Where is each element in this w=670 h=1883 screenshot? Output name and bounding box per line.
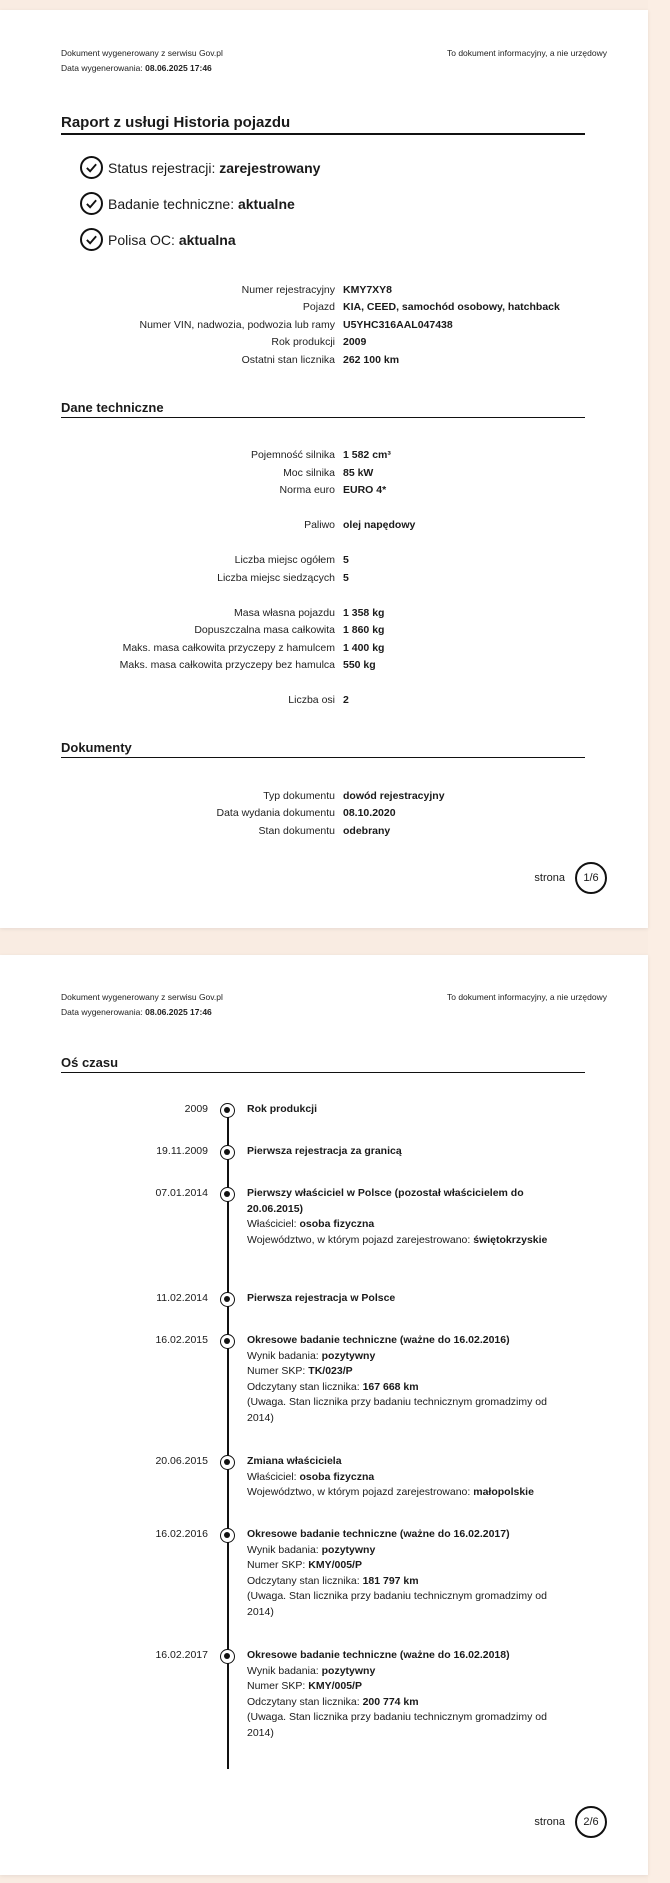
header-generated: Data wygenerowania: 08.06.2025 17:46 — [61, 1007, 212, 1017]
tech-row: Maks. masa całkowita przyczepy z hamulcem 1 400 kg — [122, 642, 385, 654]
timeline-dot-icon — [220, 1649, 235, 1664]
vehicle-row: Rok produkcji 2009 — [271, 336, 367, 348]
check-circle-icon — [80, 228, 103, 251]
tech-row: Norma euro EURO 4* — [279, 484, 387, 496]
header-generated: Data wygenerowania: 08.06.2025 17:46 — [61, 63, 212, 73]
timeline-dot-icon — [220, 1292, 235, 1307]
check-circle-icon — [80, 192, 103, 215]
timeline-dot-icon — [220, 1528, 235, 1543]
tech-row: Maks. masa całkowita przyczepy bez hamulca 550 kg — [119, 659, 376, 671]
timeline-dot-icon — [220, 1334, 235, 1349]
status-inspection: Badanie techniczne: aktualne — [80, 192, 295, 215]
header-disclaimer: To dokument informacyjny, a nie urzędowy — [446, 992, 607, 1002]
page-indicator: strona 2/6 — [534, 1806, 607, 1838]
vehicle-row: Numer rejestracyjny KMY7XY8 — [241, 284, 393, 296]
doc-row: Stan dokumentu odebrany — [258, 825, 391, 837]
vehicle-row: Pojazd KIA, CEED, samochód osobowy, hatchback — [302, 301, 560, 313]
doc-row: Typ dokumentu dowód rejestracyjny — [263, 790, 445, 802]
timeline-dot-icon — [220, 1103, 235, 1118]
section-title-timeline: Oś czasu — [61, 1055, 585, 1073]
header-source: Dokument wygenerowany z serwisu Gov.pl — [61, 992, 223, 1002]
header-disclaimer: To dokument informacyjny, a nie urzędowy — [446, 48, 607, 58]
vehicle-row: Numer VIN, nadwozia, podwozia lub ramy U5YHC316AAL047438 — [139, 319, 453, 331]
page-indicator: strona 1/6 — [534, 862, 607, 894]
page-number-badge: 1/6 — [575, 862, 607, 894]
section-title-docs: Dokumenty — [61, 740, 585, 758]
tech-row: Masa własna pojazdu 1 358 kg — [234, 607, 385, 619]
tech-row: Moc silnika 85 kW — [283, 467, 374, 479]
check-circle-icon — [80, 156, 103, 179]
tech-row: Dopuszczalna masa całkowita 1 860 kg — [194, 624, 385, 636]
header-source: Dokument wygenerowany z serwisu Gov.pl — [61, 48, 223, 58]
tech-row: Liczba miejsc siedzących 5 — [217, 572, 349, 584]
tech-row: Liczba osi 2 — [288, 694, 349, 706]
timeline-dot-icon — [220, 1187, 235, 1202]
tech-row: Pojemność silnika 1 582 cm³ — [250, 449, 391, 461]
tech-row: Paliwo olej napędowy — [304, 519, 416, 531]
report-title: Raport z usługi Historia pojazdu — [61, 114, 585, 135]
page-number-badge: 2/6 — [575, 1806, 607, 1838]
timeline-dot-icon — [220, 1455, 235, 1470]
doc-row: Data wydania dokumentu 08.10.2020 — [216, 807, 396, 819]
section-title-tech: Dane techniczne — [61, 400, 585, 418]
vehicle-row: Ostatni stan licznika 262 100 km — [241, 354, 400, 366]
status-registration: Status rejestracji: zarejestrowany — [80, 156, 320, 179]
background-strip — [648, 0, 670, 1883]
status-insurance: Polisa OC: aktualna — [80, 228, 236, 251]
tech-row: Liczba miejsc ogółem 5 — [234, 554, 349, 566]
timeline-dot-icon — [220, 1145, 235, 1160]
timeline-axis — [227, 1104, 229, 1769]
